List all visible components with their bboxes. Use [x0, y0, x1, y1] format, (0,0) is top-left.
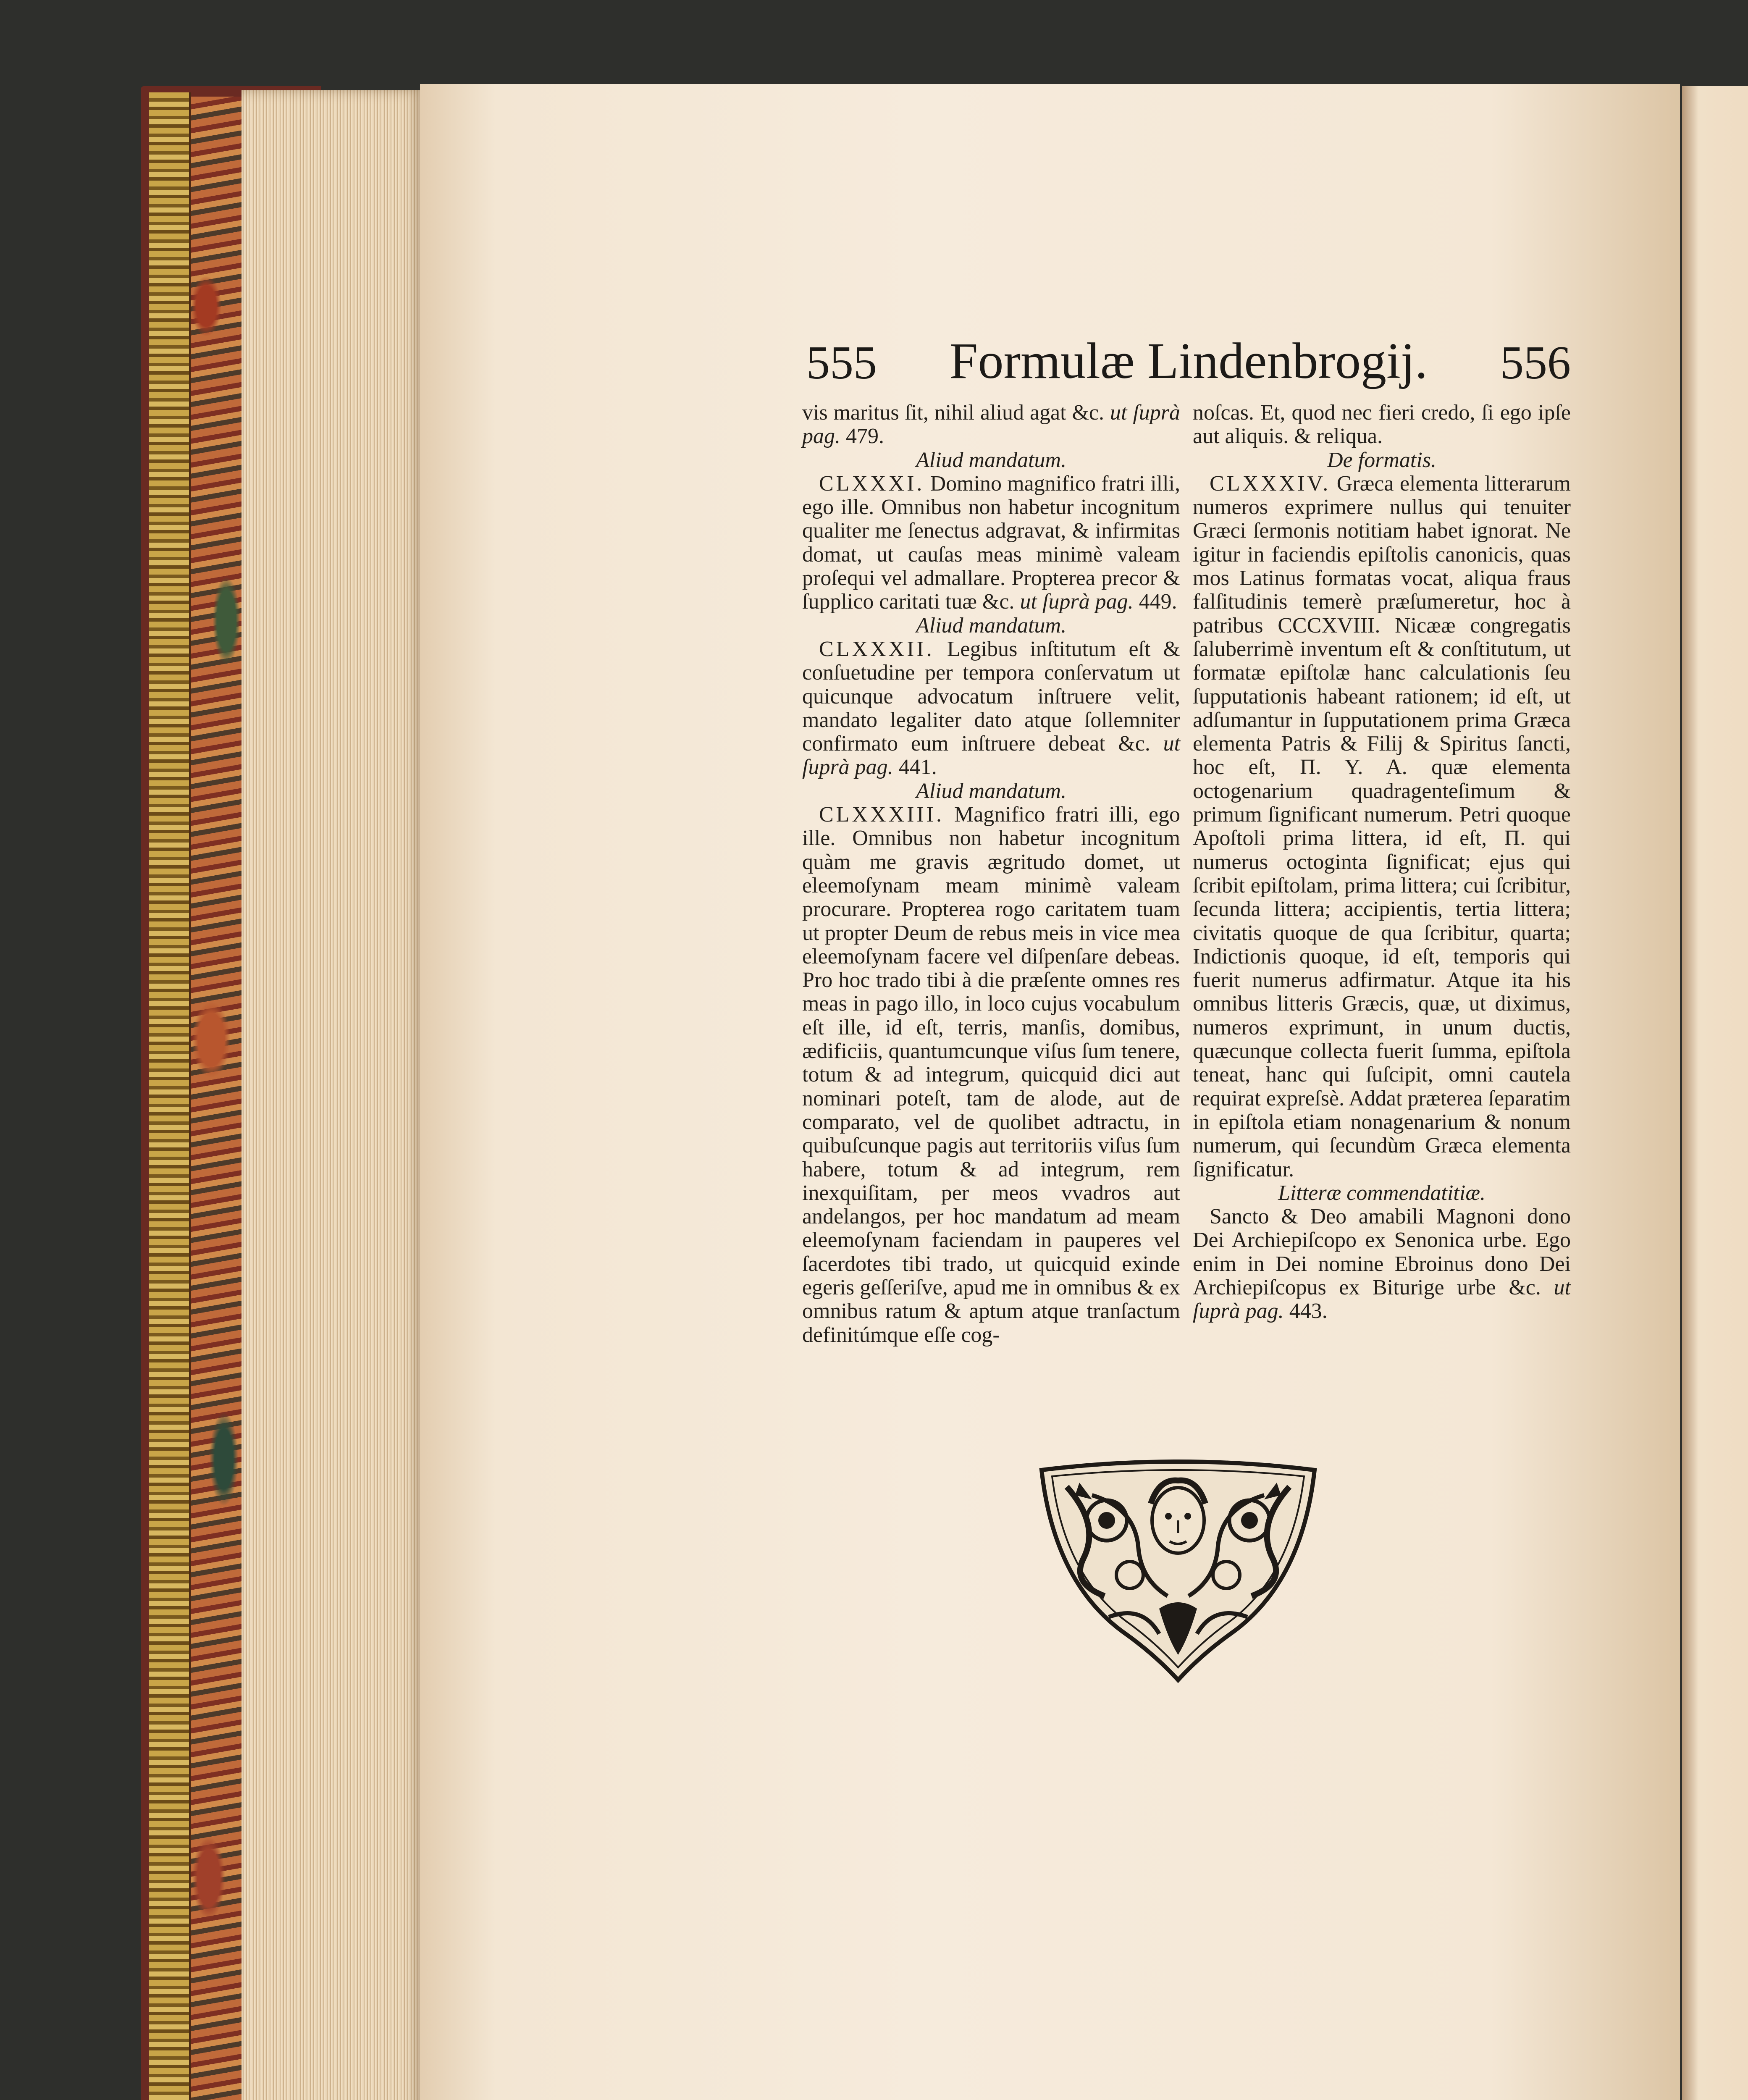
running-title: Formulæ Lindenbrogij. [949, 333, 1428, 389]
gilt-border-decoration [149, 92, 191, 2100]
page-reference-number: 443. [1289, 1299, 1328, 1323]
entry-numeral: CLXXXI. [819, 471, 925, 496]
entry-text: Legibus inſtitutum eſt & conſuetudine per tempora conſervatum ut quicunque advocatum inſtruere velit, mandato legaliter dato atque ſollemniter confirmato eum inſtruere debeat &c. [802, 637, 1180, 756]
entry-numeral: CLXXXII. [819, 637, 934, 661]
page-reference-number: 449. [1139, 590, 1177, 614]
entry-text: Domino magnifico fratri illi, ego ille. Omnibus non habetur incognitum qualiter me ſenectus adgravat, & infirmitas domat, ut cauſas meas minimè valeam proſequi vel admallare. Propterea precor & ſupplico caritati tuæ &c. [802, 471, 1181, 614]
page-edges [241, 90, 424, 2100]
page-number-left: 555 [806, 337, 877, 389]
formula-entry [802, 803, 1180, 1347]
tailpiece-ornament [1033, 1457, 1323, 1684]
text-paragraph [802, 401, 1180, 449]
entry-text: Sancto & Deo amabili Magnoni dono Dei Archiepiſcopo ex Senonica urbe. Ego enim in Dei nomine Ebroinus dono Dei Archiepiſcopus ex Biturige urbe &c. [1193, 1205, 1571, 1299]
entry-text: Magnifico fratri illi, ego ille. Omnibus non habetur incognitum quàm me gravis ægritudo domet, ut eleemoſynam meam minimè valeam procurare. Propterea rogo caritatem tuam ut propter Deum de rebus meis in vice mea eleemoſynam facere vel diſpenſare debeas. Pro hoc trado tibi à die præſente omnes res meas in pago illo, in loco cujus vocabulum eſt ille, id eſt, terris, manſis, domibus, ædificiis, quantumcunque viſus ſum tenere, totum & ad integrum, quicquid dici aut nominari poteſt, tam de alode, aut de comparato, vel de quolibet adtractu, in quibuſcunque pagis aut territoriis viſus ſum habere, totum & ad integrum, rem inexquiſitam, per meos vvadros aut andelangos, per hoc mandatum ad meam eleemoſynam faciendam in pauperes vel ſacerdotes tibi trado, ut quicquid exinde egeris geſſeriſve, apud me in omnibus & ex omnibus ratum & aptum atque tranſactum definitúmque eſſe cog- [802, 803, 1181, 1347]
formula-entry [802, 472, 1180, 614]
section-heading: Aliud mandatum. [916, 448, 1067, 472]
cross-reference: ut ſuprà pag. [1193, 1275, 1571, 1323]
formula-entry [1193, 472, 1571, 1181]
entry-text: noſcas. Et, quod nec fieri credo, ſi ego ipſe aut aliquis. & reliqua. [1193, 401, 1571, 449]
page-reference-number: 479. [846, 424, 884, 449]
entry-text: Græca elementa litterarum numeros exprimere nullus qui tenuiter Græci ſermonis notitiam habet ignorat. Ne igitur in faciendis epiſtolis canonicis, quas mos Latinus formatas vocat, aliqua fraus falſitudinis temerè præſumeretur, hoc à patribus CCCXVIII. Nicææ congregatis ſaluberrimè inventum eſt & conſtitutum, ut formatæ epiſtolæ hanc calculationis ſeu ſupputationis habeant rationem; id eſt, ut adſumantur in ſupputationem prima Græca elementa Patris & Filij & Spiritus ſancti, hoc eſt, Π. Υ. Α. quæ elementa octogenarium quadragenteſimum & primum ſignificant numerum. Petri quoque Apoſtoli prima littera, id eſt, Π. qui numerus octoginta ſignificat; ejus qui ſcribit epiſtolam, prima littera; cui ſcribitur, ſecunda littera; accipientis, tertia littera; civitatis quoque de qua ſcribitur, quarta; Indictionis quoque, id eſt, temporis qui fuerit numerus adfirmatur. Atque ita his omnibus litteris Græcis, quæ, ut diximus, numeros exprimunt, in unum ductis, quæcunque collecta fuerit ſumma, epiſtola teneat, hanc qui ſuſcipit, omni cautela requirat expreſsè. Addat præterea ſeparatim in epiſtola etiam nonagenarium & nonum numerum, qui ſecundùm Græca elementa ſignificatur. [1193, 471, 1571, 1181]
cross-reference: ut ſuprà pag. [802, 732, 1181, 780]
page-header [806, 332, 1571, 395]
cross-reference: ut ſuprà pag. [802, 401, 1181, 449]
cross-reference: ut ſuprà pag. [1020, 590, 1134, 614]
section-heading: Aliud mandatum. [916, 779, 1067, 803]
marbled-endpaper [191, 97, 241, 2100]
entry-numeral: CLXXXIV. [1210, 471, 1331, 496]
entry-numeral: CLXXXIII. [819, 803, 945, 827]
facing-page-edge [1682, 86, 1748, 2100]
entry-text: vis maritus ſit, nihil aliud agat &c. [802, 401, 1105, 425]
page-reference-number: 441. [898, 755, 937, 780]
section-heading: Litteræ commendatitiæ. [1278, 1181, 1486, 1205]
left-text-column [802, 401, 1180, 1347]
formula-entry [1193, 1205, 1571, 1323]
text-paragraph [1193, 401, 1571, 449]
formula-entry [802, 638, 1180, 780]
section-heading: De formatis. [1327, 448, 1436, 472]
page-number-right: 556 [1500, 337, 1571, 389]
section-heading: Aliud mandatum. [916, 613, 1067, 638]
right-text-column [1193, 401, 1571, 1323]
